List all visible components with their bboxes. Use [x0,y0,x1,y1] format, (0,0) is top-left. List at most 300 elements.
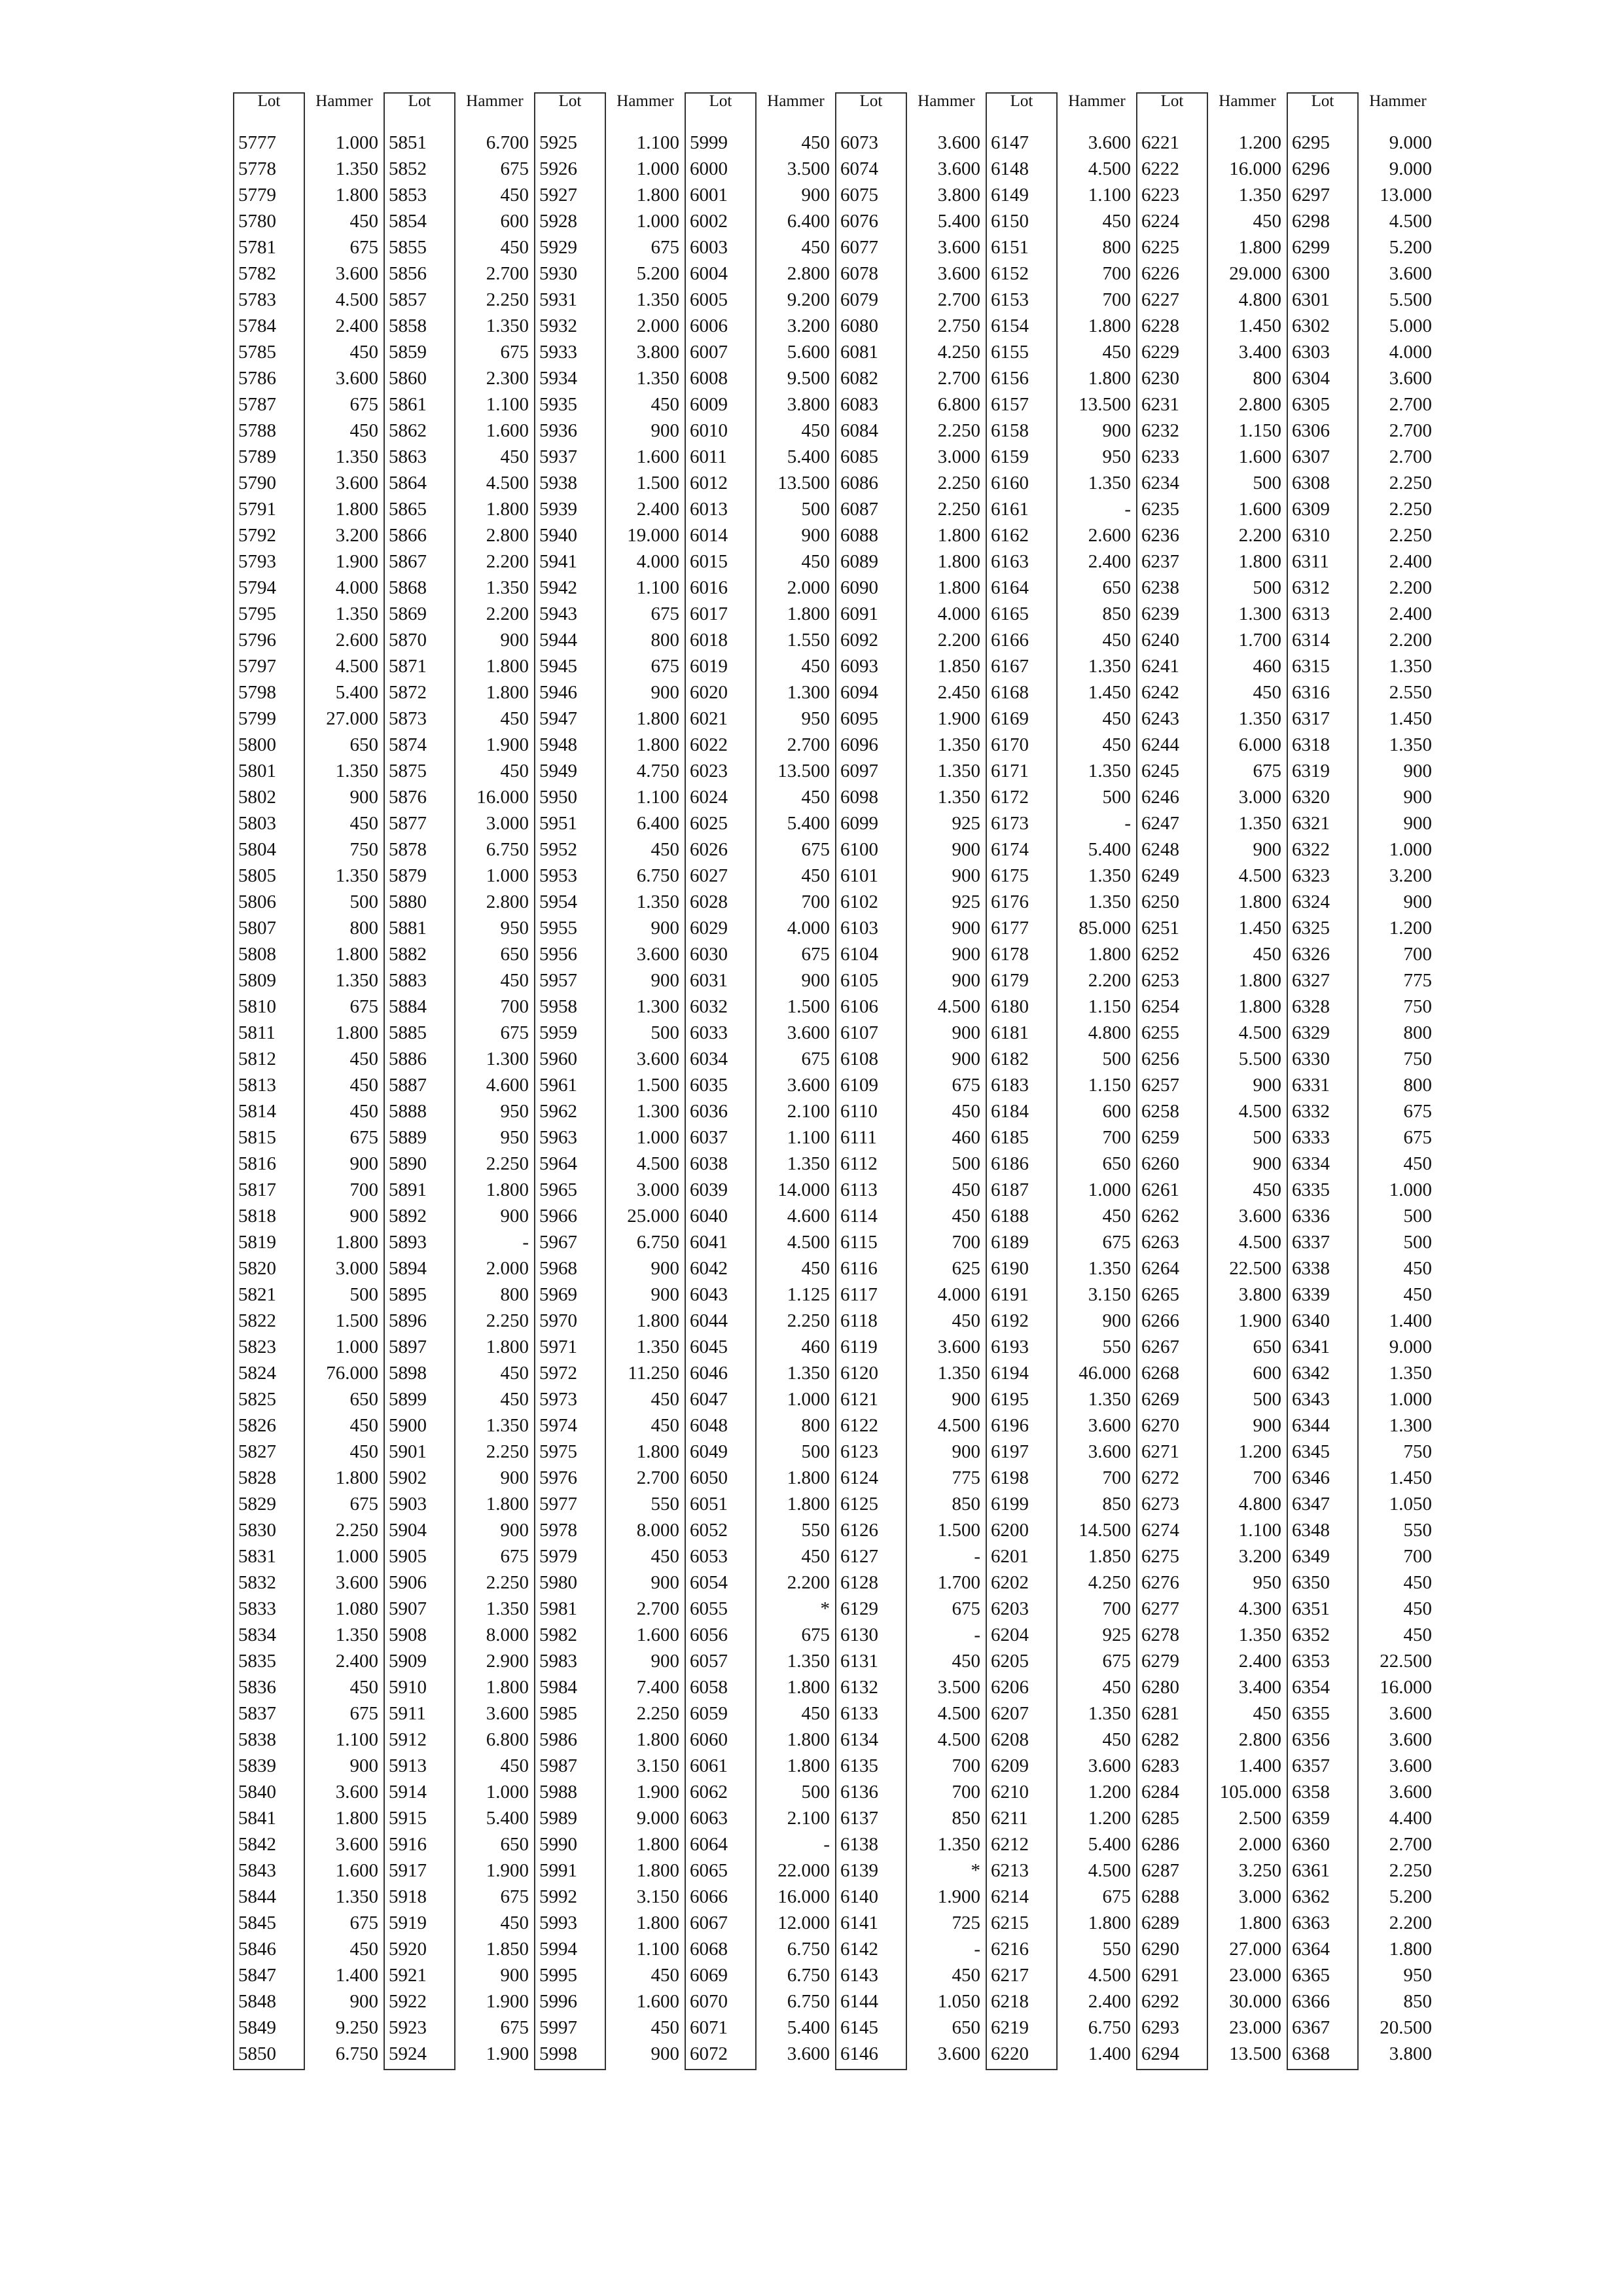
lot-number: 6238 [1141,577,1179,598]
hammer-price: 16.000 [1229,158,1281,179]
lot-number: 6262 [1141,1206,1179,1227]
hammer-price: 1.800 [937,551,980,572]
lot-number: 5878 [389,839,427,860]
hammer-price: 16.000 [777,1886,830,1907]
hammer-price: 1.500 [636,1075,679,1096]
hammer-price: 6.750 [787,1965,830,1986]
hammer-price: 675 [1253,761,1281,781]
hammer-price: 900 [801,185,830,206]
hammer-price: 675 [500,158,529,179]
hammer-price: 5.400 [1088,839,1131,860]
hammer-price: 30.000 [1229,1991,1281,2012]
hammer-price: 2.700 [636,1467,679,1488]
lot-number: 5885 [389,1022,427,1043]
hammer-price: 700 [1102,1598,1131,1619]
hammer-price: 1.900 [486,1860,529,1881]
lot-number: 6098 [840,787,878,808]
lot-number: 6143 [840,1965,878,1986]
lot-number: 5860 [389,368,427,389]
lot-number: 6176 [991,891,1029,912]
lot-number: 5779 [238,185,276,206]
hammer-price: 450 [500,970,529,991]
lot-number: 6240 [1141,630,1179,651]
lot-number: 6119 [840,1336,878,1357]
lot-number: 5892 [389,1206,427,1227]
lot-number: 6261 [1141,1179,1179,1200]
lot-number: 6101 [840,865,878,886]
hammer-price: 450 [500,446,529,467]
lot-number: 6075 [840,185,878,206]
lot-number: 5835 [238,1651,276,1672]
lot-number: 6331 [1292,1075,1330,1096]
hammer-price: 1.800 [636,734,679,755]
lot-number: 5787 [238,394,276,415]
lot-number: 6297 [1292,185,1330,206]
hammer-price: 12.000 [777,1912,830,1933]
hammer-price: 2.700 [937,368,980,389]
lot-number: 5975 [539,1441,577,1462]
lot-number: 6065 [690,1860,728,1881]
hammer-price: 9.000 [1389,158,1432,179]
hammer-price: 1.350 [636,891,679,912]
lot-number: 5823 [238,1336,276,1357]
hammer-price: 675 [952,1598,980,1619]
lot-number: 5837 [238,1703,276,1724]
hammer-price: 800 [1102,237,1131,258]
lot-number: 6053 [690,1546,728,1567]
hammer-price: 2.200 [1389,577,1432,598]
lot-number: 6104 [840,944,878,965]
lot-number: 6099 [840,813,878,834]
lot-number: 6322 [1292,839,1330,860]
hammer-price: 675 [1102,1232,1131,1253]
lot-number: 5943 [539,603,577,624]
lot-number: 6227 [1141,289,1179,310]
lot-number: 5976 [539,1467,577,1488]
hammer-price: 900 [651,682,679,703]
hammer-price: 450 [651,1415,679,1436]
hammer-price: 1.700 [1238,630,1281,651]
lot-number: 6175 [991,865,1029,886]
lot-number: 6231 [1141,394,1179,415]
lot-number: 6068 [690,1939,728,1960]
hammer-price: 1.450 [1238,918,1281,939]
hammer-price: 1.900 [1238,1310,1281,1331]
lot-number: 6206 [991,1677,1029,1698]
hammer-price: 2.250 [937,473,980,493]
hammer-price: 4.500 [1088,1860,1131,1881]
lot-number: 6225 [1141,237,1179,258]
hammer-price: 9.000 [1389,1336,1432,1357]
lot-number: 5832 [238,1572,276,1593]
hammer-price: 900 [1253,1153,1281,1174]
hammer-price: 450 [500,185,529,206]
lot-number: 5995 [539,1965,577,1986]
hammer-price: 1.350 [335,1624,378,1645]
hammer-price: 675 [1403,1127,1432,1148]
lot-number: 6121 [840,1389,878,1410]
lot-number: 6079 [840,289,878,310]
hammer-price: 11.250 [628,1363,679,1384]
lot-number: 6152 [991,263,1029,284]
lot-number: 6046 [690,1363,728,1384]
lot-number: 6280 [1141,1677,1179,1698]
lot-number: 6064 [690,1834,728,1855]
lot-number: 6005 [690,289,728,310]
lot-number: 6135 [840,1755,878,1776]
hammer-price: 2.250 [486,1153,529,1174]
lot-number: 6155 [991,342,1029,363]
lot-number: 6247 [1141,813,1179,834]
hammer-price: 900 [952,970,980,991]
hammer-price: 2.250 [1389,499,1432,520]
lot-number: 5960 [539,1049,577,1069]
hammer-price: 1.200 [1088,1808,1131,1829]
hammer-price: 8.000 [636,1520,679,1541]
lot-number: 5845 [238,1912,276,1933]
lot-number: 6237 [1141,551,1179,572]
lot-number: 5948 [539,734,577,755]
hammer-price: 500 [1403,1232,1432,1253]
hammer-price: 1.350 [937,787,980,808]
lot-number: 5831 [238,1546,276,1567]
hammer-price: 4.250 [937,342,980,363]
lot-number: 5825 [238,1389,276,1410]
hammer-price: 27.000 [326,708,378,729]
hammer-price: 1.100 [486,394,529,415]
lot-number: 6246 [1141,787,1179,808]
hammer-price: 1.800 [1238,551,1281,572]
hammer-price: 2.100 [787,1808,830,1829]
lot-number: 6315 [1292,656,1330,677]
hammer-price: 450 [952,1101,980,1122]
lot-number: 6069 [690,1965,728,1986]
lot-number: 5849 [238,2017,276,2038]
lot-number: 6223 [1141,185,1179,206]
lot-number: 6327 [1292,970,1330,991]
hammer-price: 2.200 [1389,630,1432,651]
hammer-price: 2.250 [1389,525,1432,546]
lot-number: 6180 [991,996,1029,1017]
hammer-price: 650 [1102,577,1131,598]
lot-number: 6086 [840,473,878,493]
hammer-price: 1.300 [486,1049,529,1069]
hammer-price: 1.600 [636,446,679,467]
hammer-price: 450 [1253,1703,1281,1724]
hammer-price: 4.800 [1088,1022,1131,1043]
lot-number: 6112 [840,1153,878,1174]
hammer-price: 775 [952,1467,980,1488]
hammer-price: 6.800 [486,1729,529,1750]
hammer-price: 4.000 [1389,342,1432,363]
lot-number: 5936 [539,420,577,441]
hammer-price: 3.600 [937,158,980,179]
lot-number: 6092 [840,630,878,651]
hammer-price: 1.800 [636,1834,679,1855]
hammer-price: 20.500 [1380,2017,1432,2038]
lot-number: 6184 [991,1101,1029,1122]
lot-number: 6192 [991,1310,1029,1331]
hammer-price: 900 [1253,1415,1281,1436]
lot-number: 6063 [690,1808,728,1829]
hammer-price: 23.000 [1229,1965,1281,1986]
hammer-price: 3.600 [1389,1782,1432,1803]
hammer-price: 3.200 [335,525,378,546]
lot-number: 6233 [1141,446,1179,467]
lot-number: 6002 [690,211,728,232]
hammer-header: Hammer [616,92,674,110]
lot-number: 5781 [238,237,276,258]
lot-number: 6282 [1141,1729,1179,1750]
results-table [233,92,1437,2070]
lot-number: 6156 [991,368,1029,389]
hammer-price: 675 [500,1886,529,1907]
hammer-price: 4.400 [1389,1808,1432,1829]
hammer-price: 650 [1253,1336,1281,1357]
hammer-price: 950 [500,918,529,939]
hammer-price: 1.050 [1389,1494,1432,1515]
hammer-price: 1.100 [636,132,679,153]
hammer-price: 1.800 [787,603,830,624]
lot-number: 5826 [238,1415,276,1436]
hammer-price: 4.500 [1088,1965,1131,1986]
lot-number: 6071 [690,2017,728,2038]
lot-number: 6257 [1141,1075,1179,1096]
hammer-price: 900 [349,1206,378,1227]
hammer-price: 950 [1253,1572,1281,1593]
hammer-header: Hammer [466,92,524,110]
hammer-price: 4.000 [937,603,980,624]
lot-number: 5956 [539,944,577,965]
hammer-price: 9.000 [636,1808,679,1829]
hammer-price: 500 [349,891,378,912]
hammer-price: 1.600 [636,1624,679,1645]
hammer-price: 1.350 [937,1363,980,1384]
hammer-price: 700 [952,1755,980,1776]
lot-number: 6188 [991,1206,1029,1227]
hammer-price: 900 [349,787,378,808]
hammer-price: 1.900 [636,1782,679,1803]
hammer-price: 1.000 [1389,1389,1432,1410]
hammer-price: 1.900 [335,551,378,572]
lot-number: 5828 [238,1467,276,1488]
lot-number: 5924 [389,2043,427,2064]
hammer-price: 2.800 [486,891,529,912]
lot-number: 5980 [539,1572,577,1593]
lot-number: 6300 [1292,263,1330,284]
hammer-price: 450 [801,787,830,808]
lot-number: 6248 [1141,839,1179,860]
lot-number: 6291 [1141,1965,1179,1986]
hammer-price: 1.350 [1389,1363,1432,1384]
lot-number: 5800 [238,734,276,755]
hammer-price: 500 [651,1022,679,1043]
hammer-price: 450 [349,342,378,363]
lot-number: 6136 [840,1782,878,1803]
lot-number: 6040 [690,1206,728,1227]
lot-number: 6038 [690,1153,728,1174]
lot-number: 6011 [690,446,727,467]
hammer-price: 1.800 [787,1494,830,1515]
lot-number: 5985 [539,1703,577,1724]
hammer-price: 1.350 [1088,656,1131,677]
hammer-price: 625 [952,1258,980,1279]
lot-number: 6317 [1292,708,1330,729]
hammer-price: 4.500 [1238,1232,1281,1253]
lot-number: 6281 [1141,1703,1179,1724]
hammer-price: 4.500 [486,473,529,493]
hammer-price: 1.800 [1238,1912,1281,1933]
lot-number: 6066 [690,1886,728,1907]
lot-number: 6171 [991,761,1029,781]
lot-number: 5916 [389,1834,427,1855]
hammer-price: 4.500 [937,1729,980,1750]
lot-number: 5793 [238,551,276,572]
hammer-price: 1.350 [486,577,529,598]
hammer-price: 5.200 [636,263,679,284]
lot-number: 6057 [690,1651,728,1672]
hammer-price: 450 [1102,1206,1131,1227]
hammer-price: 600 [1102,1101,1131,1122]
hammer-price: 1.350 [1088,1703,1131,1724]
lot-number: 6190 [991,1258,1029,1279]
lot-number: 5945 [539,656,577,677]
lot-number: 6122 [840,1415,878,1436]
hammer-price: 450 [1253,211,1281,232]
hammer-price: 3.600 [335,263,378,284]
lot-number: 6209 [991,1755,1029,1776]
hammer-price: 2.700 [636,1598,679,1619]
hammer-price: 925 [952,891,980,912]
hammer-price: 675 [651,603,679,624]
lot-number: 6339 [1292,1284,1330,1305]
hammer-price: 1.200 [1238,132,1281,153]
lot-number: 6168 [991,682,1029,703]
hammer-price: 450 [1102,211,1131,232]
hammer-price: 500 [1253,1389,1281,1410]
lot-number: 5952 [539,839,577,860]
hammer-price: 900 [1102,420,1131,441]
hammer-header: Hammer [1068,92,1126,110]
hammer-price: 23.000 [1229,2017,1281,2038]
hammer-price: 1.350 [1088,891,1131,912]
lot-header: Lot [558,92,582,110]
hammer-price: 650 [500,944,529,965]
lot-number: 5893 [389,1232,427,1253]
hammer-price: 1.800 [937,577,980,598]
lot-number: 5824 [238,1363,276,1384]
hammer-price: 1.800 [1238,996,1281,1017]
lot-number: 6054 [690,1572,728,1593]
hammer-price: 775 [1403,970,1432,991]
lot-number: 6210 [991,1782,1029,1803]
hammer-price: 4.000 [335,577,378,598]
lot-number: 6124 [840,1467,878,1488]
hammer-price: 1.350 [787,1153,830,1174]
lot-number: 6097 [840,761,878,781]
lot-number: 5928 [539,211,577,232]
lot-number: 6333 [1292,1127,1330,1148]
hammer-price: 46.000 [1079,1363,1131,1384]
lot-number: 6093 [840,656,878,677]
lot-number: 6132 [840,1677,878,1698]
lot-number: 5880 [389,891,427,912]
hammer-price: 1.350 [1238,813,1281,834]
hammer-price: 450 [1253,944,1281,965]
lot-number: 6334 [1292,1153,1330,1174]
lot-number: 6039 [690,1179,728,1200]
hammer-price: 2.800 [486,525,529,546]
lot-number: 5964 [539,1153,577,1174]
lot-number: 5886 [389,1049,427,1069]
lot-number: 6103 [840,918,878,939]
lot-number: 6270 [1141,1415,1179,1436]
lot-number: 6337 [1292,1232,1330,1253]
lot-number: 6302 [1292,315,1330,336]
hammer-price: 450 [1102,734,1131,755]
lot-number: 6293 [1141,2017,1179,2038]
lot-number: 6296 [1292,158,1330,179]
hammer-price: 1.350 [335,970,378,991]
hammer-price: 1.800 [1238,891,1281,912]
hammer-price: 1.150 [1238,420,1281,441]
hammer-price: 5.400 [787,446,830,467]
lot-number: 6138 [840,1834,878,1855]
lot-number: 6287 [1141,1860,1179,1881]
hammer-price: 450 [1403,1258,1432,1279]
lot-number: 6140 [840,1886,878,1907]
lot-number: 6243 [1141,708,1179,729]
hammer-price: 1.800 [486,656,529,677]
lot-number: 6303 [1292,342,1330,363]
hammer-price: 3.800 [787,394,830,415]
lot-number: 5786 [238,368,276,389]
lot-number: 6354 [1292,1677,1330,1698]
hammer-price: 2.000 [636,315,679,336]
hammer-price: 800 [1253,368,1281,389]
lot-number: 6144 [840,1991,878,2012]
hammer-price: 1.800 [335,1467,378,1488]
lot-number: 5982 [539,1624,577,1645]
lot-number: 6360 [1292,1834,1330,1855]
lot-number: 5799 [238,708,276,729]
lot-number: 6332 [1292,1101,1330,1122]
lot-number: 5923 [389,2017,427,2038]
lot-number: 6090 [840,577,878,598]
hammer-price: 3.600 [335,1834,378,1855]
lot-number: 6082 [840,368,878,389]
lot-number: 5874 [389,734,427,755]
lot-number: 6139 [840,1860,878,1881]
hammer-price: 3.000 [636,1179,679,1200]
lot-number: 6189 [991,1232,1029,1253]
lot-number: 5900 [389,1415,427,1436]
lot-number: 6034 [690,1049,728,1069]
hammer-price: 2.200 [1238,525,1281,546]
hammer-price: 900 [952,1022,980,1043]
hammer-price: - [974,1939,980,1960]
lot-number: 5953 [539,865,577,886]
hammer-price: 450 [651,1389,679,1410]
lot-number: 5897 [389,1336,427,1357]
lot-number: 5876 [389,787,427,808]
hammer-price: 2.400 [335,1651,378,1672]
hammer-price: 1.350 [1088,865,1131,886]
lot-number: 5926 [539,158,577,179]
hammer-price: 85.000 [1079,918,1131,939]
lot-number: 6001 [690,185,728,206]
lot-number: 6265 [1141,1284,1179,1305]
